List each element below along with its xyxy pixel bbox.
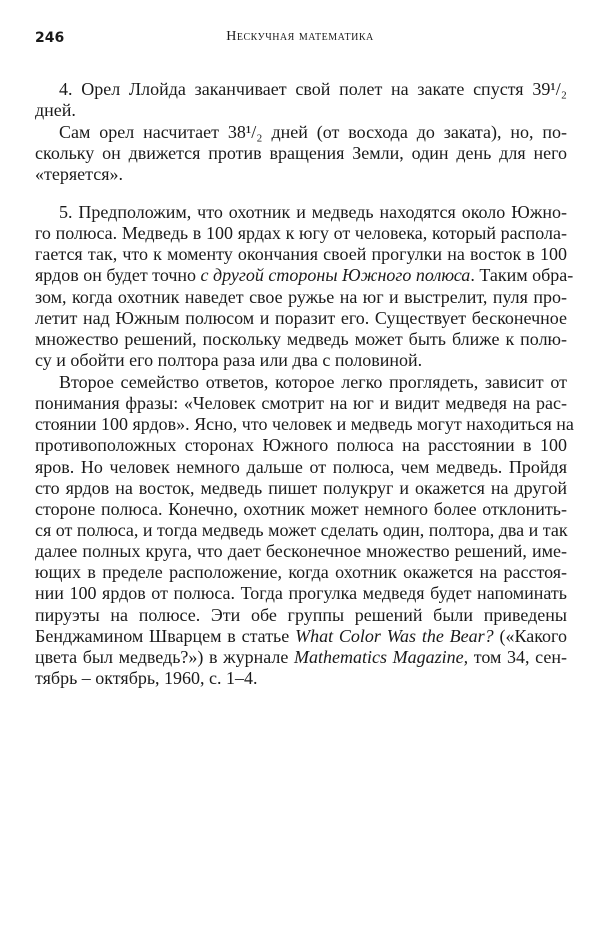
text-line	[35, 414, 574, 435]
text: стоянии 100 ярдов». Ясно, что человек и медведь могут находиться на	[35, 414, 574, 435]
text: сто ярдов на восток, медведь пишет полукруг и окажется на другой	[35, 477, 567, 498]
text: пируэты на полюсе. Эти обе группы решений были приведены	[35, 604, 567, 625]
text: «теряется».	[35, 164, 123, 185]
text-line	[35, 244, 567, 265]
text-line	[35, 202, 567, 223]
text: 5. Предположим, что охотник и медведь находятся около Южно-	[59, 202, 567, 222]
text: скольку он движется против вращения Земли, один день для него	[35, 143, 567, 164]
text-line	[35, 435, 567, 456]
italic-text: Mathematics Magazine,	[293, 646, 469, 667]
italic-text: What Color Was the Bear?	[295, 625, 494, 646]
text: летит над Южным полюсом и поразит его. Существует бесконечное	[35, 307, 567, 328]
text-line	[35, 79, 567, 100]
text-line	[35, 393, 567, 414]
text: су и обойти его полтора раза или два с половиной.	[35, 349, 423, 370]
text: ющих в пределе расположение, когда охотник окажется на расстоя-	[35, 562, 567, 583]
text-line	[35, 164, 567, 185]
paragraph	[35, 202, 574, 371]
text: ся от полюса, и тогда медведь может сделать один, полтора, два и так	[35, 519, 568, 540]
text-line	[35, 605, 567, 626]
text-line	[35, 100, 567, 121]
text-line	[35, 265, 574, 286]
paragraph	[35, 122, 567, 185]
paragraph	[35, 372, 574, 689]
text: далее полных круга, что дает бесконечное множество решений, име-	[35, 541, 567, 562]
text-line	[35, 583, 567, 604]
text: («Какого	[493, 625, 567, 646]
text-line	[35, 520, 567, 541]
text: стороне полюса. Конечно, охотник может немного более отклонить-	[35, 498, 567, 519]
paragraph	[35, 79, 567, 121]
text: . Таким обра-	[470, 265, 574, 286]
text: яров. Но человек немного дальше от полюса, чем медведь. Пройдя	[35, 456, 567, 477]
text-line	[35, 329, 567, 350]
text-line	[35, 478, 567, 499]
running-title: Нескучная математика	[226, 29, 374, 44]
text-line	[35, 122, 567, 143]
text-line	[35, 668, 567, 689]
text: 4. Орел Ллойда заканчивает свой полет на закате спустя 39¹/₂	[59, 79, 567, 99]
italic-text: с другой стороны Южного полюса	[200, 265, 471, 286]
text-line	[35, 562, 567, 583]
text: зом, когда охотник наведет свое ружье на юг и выстрелит, пуля про-	[35, 286, 567, 307]
text-line	[35, 457, 567, 478]
text: Бенджамином Шварцем в статье	[35, 625, 296, 646]
text: Второе семейство ответов, которое легко проглядеть, зависит от	[59, 372, 567, 392]
text: ярдов он будет точно	[35, 265, 201, 286]
text: том 34, сен-	[468, 646, 567, 667]
text-line	[35, 626, 567, 647]
text-line	[35, 287, 567, 308]
text-line	[35, 541, 567, 562]
text: множество решений, поскольку медведь может быть ближе к полю-	[35, 328, 567, 349]
text: цвета был медведь?») в журнале	[35, 646, 294, 667]
text: тябрь – октябрь, 1960, с. 1–4.	[35, 667, 258, 688]
text-line	[35, 647, 567, 668]
text-line	[35, 223, 567, 244]
page-number: 246	[35, 30, 65, 46]
text: го полюса. Медведь в 100 ярдах к югу от человека, который распола-	[35, 223, 567, 244]
text: гается так, что к моменту окончания своей прогулки на восток в 100	[35, 244, 567, 265]
text-line	[35, 499, 567, 520]
text-line	[35, 308, 567, 329]
text-line	[35, 372, 567, 393]
text: противоположных сторонах Южного полюса на расстоянии в 100	[35, 435, 567, 456]
text-line	[35, 143, 567, 164]
text: Сам орел насчитает 38¹/₂ дней (от восхода до заката), но, по-	[59, 122, 567, 142]
text-line	[35, 350, 567, 371]
text: понимания фразы: «Человек смотрит на юг и видит медведя на рас-	[35, 393, 567, 414]
text: дней.	[35, 100, 76, 121]
text: нии 100 ярдов от полюса. Тогда прогулка медведя будет напоминать	[35, 583, 567, 604]
